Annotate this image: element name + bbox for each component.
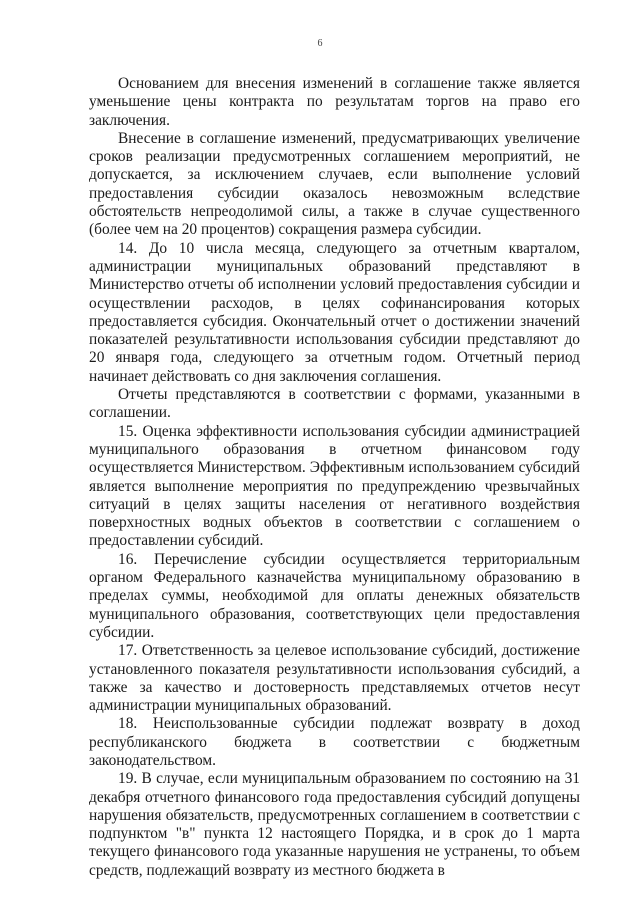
page-number: 6 <box>317 38 323 49</box>
document-body <box>89 75 580 880</box>
paragraph-basis-for-changes: Основанием для внесения изменений в соглашение также является уменьшение цены контракта по результатам торгов на право его заключения. <box>89 75 580 129</box>
paragraph-15-efficiency: 15. Оценка эффективности использования субсидии администрацией муниципального образования в отчетном финансовом году осуществляется Министерством. Эффективным использованием субсидий является выполнение мероприятия по предупреждению чрезвычайных ситуаций в целях защиты населения от негативного воздействия поверхностных водных объектов в соответствии с соглашением о предоставлении субсидий. <box>89 422 580 550</box>
paragraph-14-reports: 14. До 10 числа месяца, следующего за отчетным кварталом, администрации муниципальных образований представляют в Министерство отчеты об исполнении условий предоставления субсидии и осуществлении расходов, в целях софинансирования которых предоставляется субсидия. Окончательный отчет о достижении значений показателей результативности использования субсидии представляют до 20 января года, следующего за отчетным годом. Отчетный период начинает действовать со дня заключения соглашения. <box>89 239 580 385</box>
paragraph-19-violations: 19. В случае, если муниципальным образованием по состоянию на 31 декабря отчетного финансового года предоставления субсидий допущены нарушения обязательств, предусмотренных соглашением в соответствии с подпунктом "в" пункта 12 настоящего Порядка, и в срок до 1 марта текущего финансового года указанные нарушения не устранены, то объем средств, подлежащий возврату из местного бюджета в <box>89 770 580 879</box>
paragraph-17-responsibility: 17. Ответственность за целевое использование субсидий, достижение установленного показателя результативности использования субсидий, а также за качество и достоверность представляемых отчетов несут администрации муниципальных образований. <box>89 642 580 715</box>
paragraph-report-forms: Отчеты представляются в соответствии с формами, указанными в соглашении. <box>89 386 580 422</box>
paragraph-18-unused-subsidies: 18. Неиспользованные субсидии подлежат возврату в доход республиканского бюджета в соответствии с бюджетным законодательством. <box>89 715 580 769</box>
paragraph-deadline-extension: Внесение в соглашение изменений, предусматривающих увеличение сроков реализации предусмотренных соглашением мероприятий, не допускается, за исключением случаев, если выполнение условий предоставления субсидии оказалось невозможным вследствие обстоятельств непреодолимой силы, а также в случае существенного (более чем на 20 процентов) сокращения размера субсидии. <box>89 129 580 239</box>
paragraph-16-transfer: 16. Перечисление субсидии осуществляется территориальным органом Федерального казначейства муниципальному образованию в пределах суммы, необходимой для оплаты денежных обязательств муниципального образования, соответствующих цели предоставления субсидии. <box>89 550 580 641</box>
